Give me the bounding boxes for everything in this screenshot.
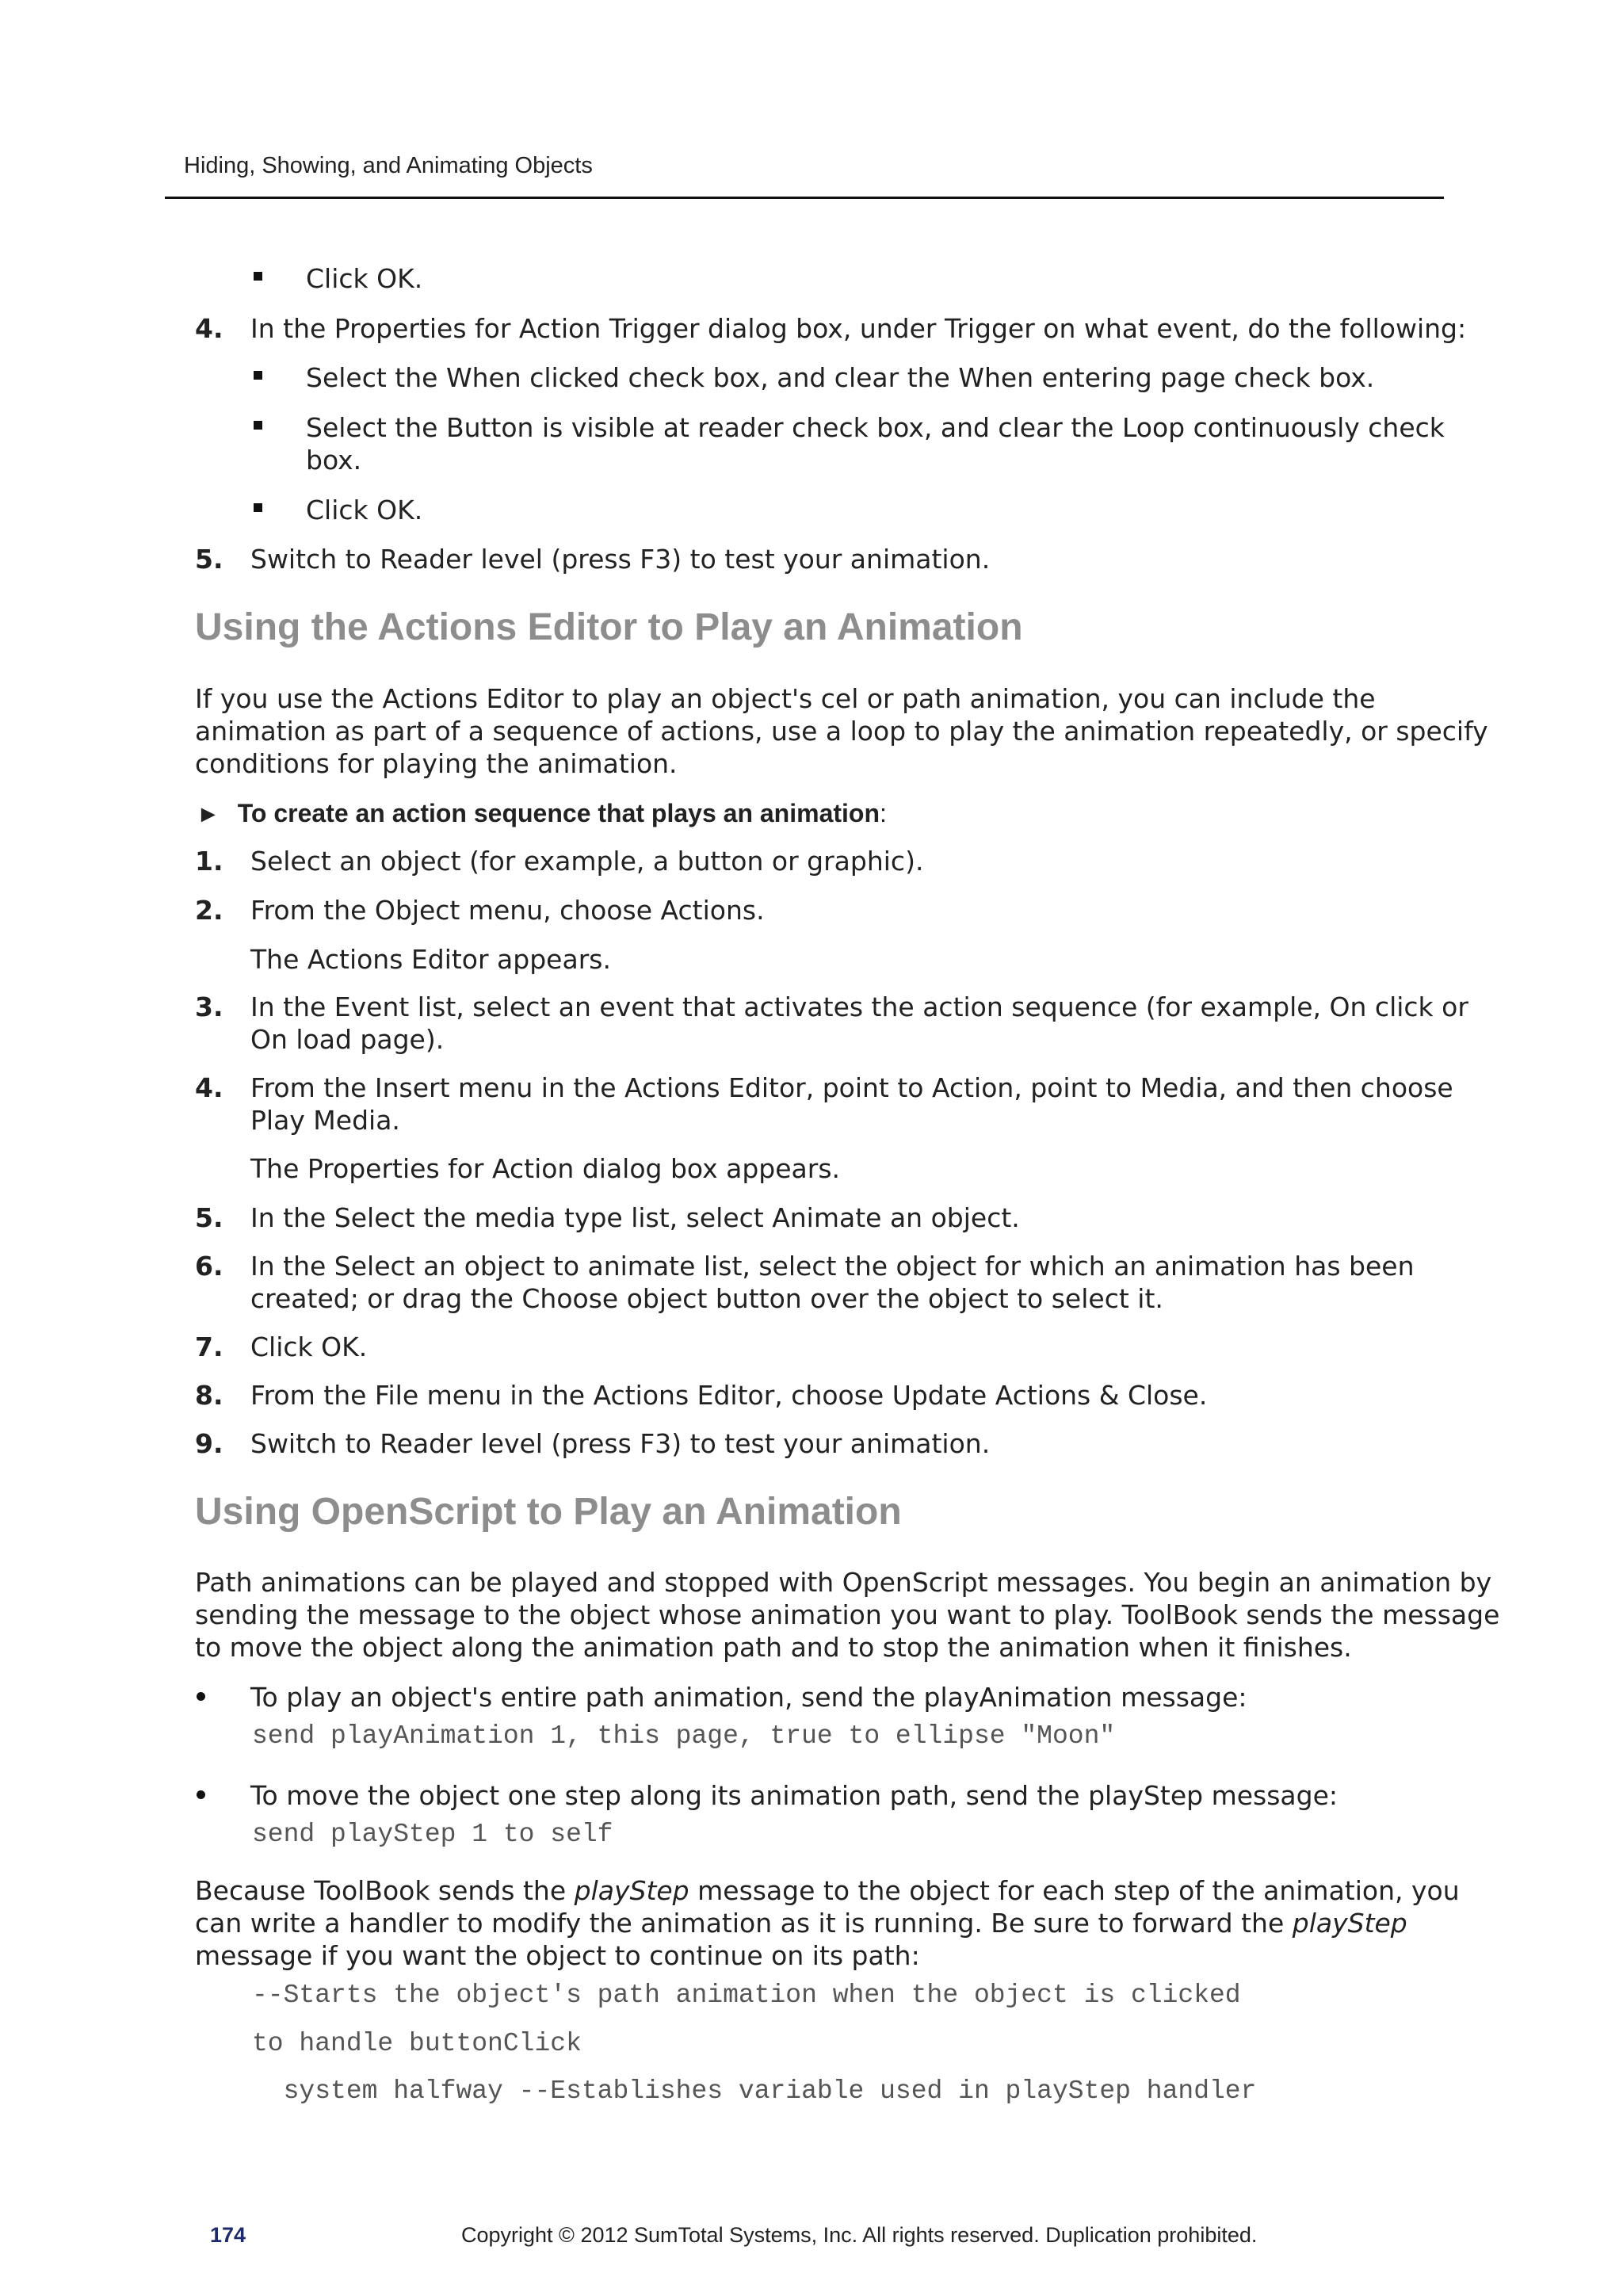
- step-text: From the Insert menu in the Actions Editor, point to Action, point to Media, and then choose: [250, 1072, 1453, 1103]
- step-number: 4.: [195, 313, 223, 344]
- step-text-continuation: On load page).: [250, 1024, 445, 1055]
- section-heading: Using the Actions Editor to Play an Animation: [195, 606, 1023, 648]
- step-number: 1.: [195, 846, 223, 877]
- emphasis-text: playStep: [574, 1875, 689, 1906]
- page-number: 174: [210, 2223, 246, 2247]
- step-text: Click OK.: [250, 1331, 368, 1362]
- step-number: 5.: [195, 544, 223, 575]
- emphasis-text: playStep: [1292, 1908, 1407, 1939]
- step-number: 4.: [195, 1072, 223, 1103]
- bullet-dot-icon: [197, 1790, 205, 1799]
- step-text-continuation: created; or drag the Choose object button over the object to select it.: [250, 1283, 1163, 1314]
- list-item-continuation: box.: [306, 445, 362, 476]
- procedure-title: To create an action sequence that plays an animation: [237, 799, 880, 827]
- step-text: From the Object menu, choose Actions.: [250, 895, 765, 926]
- square-bullet-icon: [254, 503, 262, 512]
- procedure-heading: [197, 799, 887, 828]
- step-text: In the Event list, select an event that activates the action sequence (for example, On click or: [250, 991, 1468, 1022]
- paragraph-line: conditions for playing the animation.: [195, 748, 678, 779]
- step-text: In the Select an object to animate list, select the object for which an animation has been: [250, 1251, 1415, 1282]
- paragraph-line: to move the object along the animation path and to stop the animation when it finishes.: [195, 1632, 1352, 1663]
- step-number: 6.: [195, 1251, 223, 1282]
- list-item: Click OK.: [306, 263, 423, 294]
- paragraph-line: animation as part of a sequence of actions, use a loop to play the animation repeatedly, or specify: [195, 716, 1488, 747]
- step-text: From the File menu in the Actions Editor, choose Update Actions & Close.: [250, 1380, 1208, 1411]
- bullet-text: To move the object one step along its animation path, send the playStep message:: [250, 1780, 1338, 1811]
- code-line: system halfway --Establishes variable used in playStep handler: [252, 2076, 1257, 2106]
- step-number: 2.: [195, 895, 223, 926]
- step-number: 7.: [195, 1331, 223, 1362]
- step-text: Switch to Reader level (press F3) to test your animation.: [250, 544, 991, 575]
- paragraph-line: Path animations can be played and stopped with OpenScript messages. You begin an animation by: [195, 1567, 1492, 1598]
- arrow-right-icon: ►: [197, 801, 220, 827]
- step-text: Select an object (for example, a button or graphic).: [250, 846, 924, 877]
- text-run: Because ToolBook sends the: [195, 1875, 575, 1906]
- code-line: send playStep 1 to self: [252, 1820, 613, 1849]
- list-item: Click OK.: [306, 495, 423, 525]
- bullet-dot-icon: [197, 1692, 205, 1701]
- square-bullet-icon: [254, 421, 262, 430]
- paragraph-line: message if you want the object to continue on its path:: [195, 1940, 920, 1971]
- step-result: The Properties for Action dialog box appears.: [250, 1153, 840, 1184]
- square-bullet-icon: [254, 272, 262, 281]
- step-number: 8.: [195, 1380, 223, 1411]
- bullet-text: To play an object's entire path animation, send the playAnimation message:: [250, 1682, 1247, 1713]
- code-line: to handle buttonClick: [252, 2029, 582, 2058]
- section-heading: Using OpenScript to Play an Animation: [195, 1491, 902, 1533]
- code-line: --Starts the object's path animation when the object is clicked: [252, 1981, 1241, 2010]
- running-header: Hiding, Showing, and Animating Objects: [184, 153, 593, 178]
- procedure-colon: :: [880, 799, 887, 827]
- text-run: message to the object for each step of the animation, you: [689, 1875, 1460, 1906]
- step-number: 5.: [195, 1202, 223, 1233]
- step-number: 9.: [195, 1428, 223, 1459]
- header-rule: [165, 197, 1444, 199]
- list-item: Select the Button is visible at reader check box, and clear the Loop continuously check: [306, 412, 1445, 443]
- code-line: send playAnimation 1, this page, true to ellipse "Moon": [252, 1721, 1116, 1751]
- list-item: Select the When clicked check box, and clear the When entering page check box.: [306, 362, 1375, 393]
- paragraph-line: [195, 1874, 1460, 1907]
- paragraph-line: [195, 1907, 1407, 1939]
- text-run: can write a handler to modify the animation as it is running. Be sure to forward the: [195, 1908, 1293, 1939]
- step-text-continuation: Play Media.: [250, 1105, 400, 1136]
- step-text: In the Select the media type list, select Animate an object.: [250, 1202, 1020, 1233]
- step-text: Switch to Reader level (press F3) to test your animation.: [250, 1428, 991, 1459]
- step-number: 3.: [195, 991, 223, 1022]
- paragraph-line: If you use the Actions Editor to play an object's cel or path animation, you can include the: [195, 683, 1376, 714]
- copyright-notice: Copyright © 2012 SumTotal Systems, Inc. All rights reserved. Duplication prohibited.: [461, 2223, 1258, 2247]
- square-bullet-icon: [254, 371, 262, 380]
- step-result: The Actions Editor appears.: [250, 944, 611, 975]
- step-text: In the Properties for Action Trigger dialog box, under Trigger on what event, do the following:: [250, 313, 1467, 344]
- paragraph-line: sending the message to the object whose animation you want to play. ToolBook sends the message: [195, 1599, 1500, 1630]
